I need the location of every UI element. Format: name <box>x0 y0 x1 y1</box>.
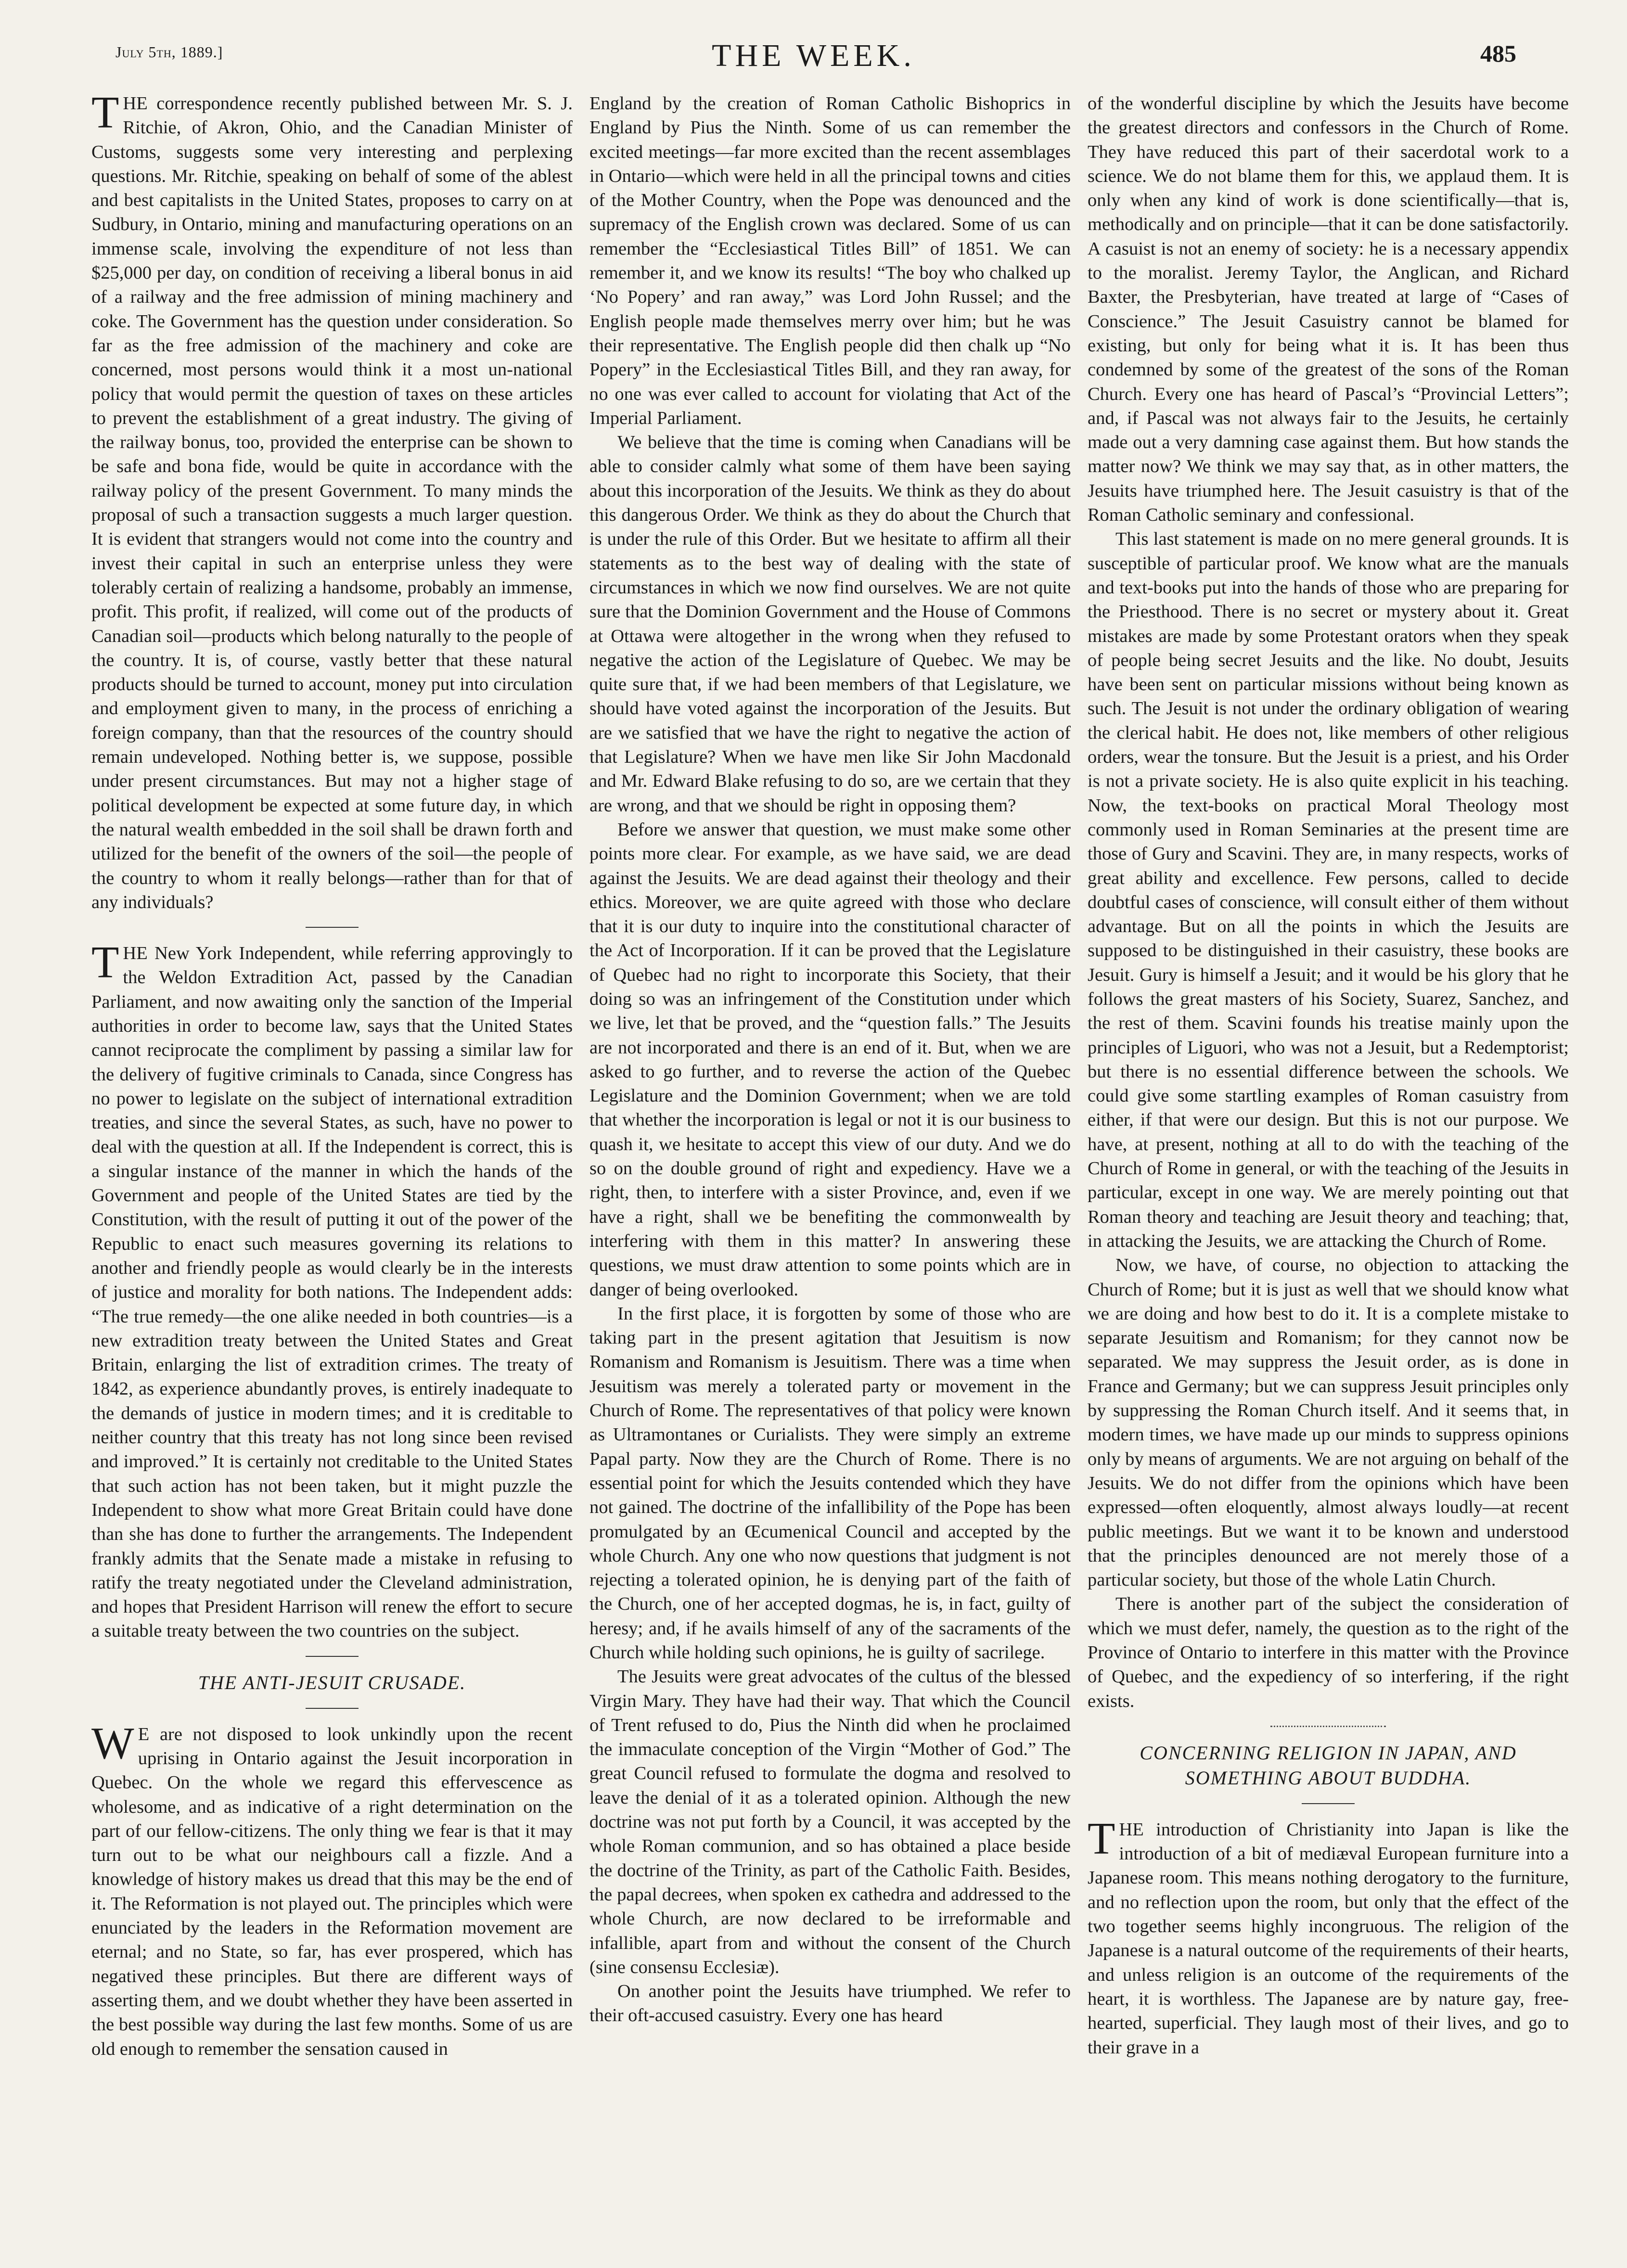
paragraph: of the wonderful discipline by which the Jesuits have become the greatest directors and confessors in the Church of Rome. They have reduced this part of their sacerdotal work to a science. We do not blame them for this, we applaud them. It is only when any kind of work is done scientifically—that is, methodically and on principle—that it can be done satisfactorily. A casuist is not an enemy of society: he is a necessary appendix to the moralist. Jeremy Taylor, the Anglican, and Richard Baxter, the Presbyterian, have treated at large of “Cases of Conscience.” The Jesuit Casuistry cannot be blamed for existing, but only for being what it is. It has been thus condemned by some of the greatest of the sons of the Roman Church. Every one has heard of Pascal’s “Provincial Letters”; and, if Pascal was not always fair to the Jesuits, he certainly made out a very damning case against them. But how stands the matter now? We think we may say that, as in other matters, the Jesuits have triumphed here. The Jesuit casuistry is that of the Roman Catholic seminary and confessional. <box>1088 93 1569 525</box>
article-heading: CONCERNING RELIGION IN JAPAN, AND SOMETHING ABOUT BUDDHA. <box>1140 1742 1517 1789</box>
column-1 <box>91 88 573 2061</box>
divider <box>306 1656 359 1657</box>
page-number: 485 <box>1480 40 1516 67</box>
paragraph: THE correspondence recently published between Mr. S. J. Ritchie, of Akron, Ohio, and the Canadian Minister of Customs, suggests some very interesting and perplexing questions. Mr. Ritchie, speaking on behalf of some of the ablest and best capitalists in the United States, proposes to carry on at Sudbury, in Ontario, mining and manufacturing operations on an immense scale, involving the expenditure of not less than $25,000 per day, on condition of receiving a liberal bonus in aid of a railway and the free admission of mining machinery and coke. The Government has the question under consideration. So far as the free admission of the machinery and coke are concerned, most persons would think it a most un-national policy that would permit the question of taxes on these articles to prevent the establishment of a great industry. The giving of the railway bonus, too, provided the enterprise can be shown to be safe and bona fide, would be quite in accordance with the railway policy of the present Government. To many minds the proposal of such a transaction suggests a much larger question. It is evident that strangers would not come into the country and invest their capital in such an enterprise unless they were tolerably certain of realizing a handsome, probably an immense, profit. This profit, if realized, will come out of the products of Canadian soil—products which belong naturally to the people of the country. It is, of course, vastly better that these natural products should be turned to account, money put into circulation and employment given to many, in the process of enriching a foreign company, than that the resources of the country should remain undeveloped. Nothing better is, we suppose, possible under present circumstances. But may not a higher stage of political development be expected at some future day, in which the natural wealth embedded in the soil shall be drawn forth and utilized for the benefit of the owners of the soil—the people of the country to whom it really belongs—rather than for that of any individuals? <box>91 88 573 912</box>
divider <box>306 927 359 928</box>
paragraph: The Jesuits were great advocates of the cultus of the blessed Virgin Mary. They have had their way. That which the Council of Trent refused to do, Pius the Ninth did when he proclaimed the immaculate conception of the Virgin “Mother of God.” The great Council refused to formulate the dogma and resolved to leave the denial of it as a tolerated opinion. Although the new doctrine was not put forth by a Council, it was accepted by the whole Roman communion, and so has obtained a place beside the doctrine of the Trinity, as part of the Catholic Faith. Besides, the papal decrees, when spoken ex cathedra and addressed to the whole Church, are now declared to be irreformable and infallible, apart from and without the consent of the Church (sine consensu Ecclesiæ). <box>589 1666 1071 1977</box>
divider <box>306 1708 359 1709</box>
divider <box>1302 1803 1355 1804</box>
paragraph: England by the creation of Roman Catholic Bishoprics in England by Pius the Ninth. Some of us can remember the excited meetings—far more excited than the recent assemblages in Ontario—which were held in all the principal towns and cities of the Mother Country, when the Pope was denounced and the supremacy of the English crown was declared. Some of us can remember the “Ecclesiastical Titles Bill” of 1851. We can remember it, and we know its results! “The boy who chalked up ‘No Popery’ and ran away,” was Lord John Russel; and the English people made themselves merry over him; but he was their representative. The English people did then chalk up “No Popery” in the Ecclesiastical Titles Bill, and they ran away, for no one was ever called to account for violating that Act of the Imperial Parliament. <box>589 93 1071 428</box>
paragraph: THE introduction of Christianity into Japan is like the introduction of a bit of mediæval European furniture into a Japanese room. This means nothing derogatory to the furniture, and no reflection upon the room, but only that the effect of the two together seems highly incongruous. The religion of the Japanese is a natural outcome of the requirements of their hearts, and unless religion is an outcome of the requirements of the heart, it is worthless. The Japanese are by nature gay, free-hearted, superficial. They laugh most of their lives, and go to their grave in a <box>1088 1813 1569 2058</box>
column-3 <box>1088 91 1569 2060</box>
paragraph: This last statement is made on no mere general grounds. It is susceptible of particular proof. We know what are the manuals and text-books put into the hands of those who are preparing for the Priesthood. There is no secret or mystery about it. Great mistakes are made by some Protestant orators when they speak of people being secret Jesuits and the like. No doubt, Jesuits have been sent on particular missions without being known as such. The Jesuit is not under the ordinary obligation of wearing the clerical habit. He does not, like members of other religious orders, wear the tonsure. But the Jesuit is a priest, and his Order is not a private society. He is also quite explicit in his teaching. Now, the text-books on practical Moral Theology most commonly used in Roman Seminaries at the present time are those of Gury and Scavini. They are, in many respects, works of great ability and excellence. Few persons, called to decide doubtful cases of conscience, will consult either of them without advantage. But on all the points in which the Jesuits are supposed to be distinguished in their casuistry, these books are Jesuit. Gury is himself a Jesuit; and it would be his glory that he follows the great masters of his Society, Suarez, Sanchez, and the rest of them. Scavini founds his treatise mainly upon the principles of Liguori, who was not a Jesuit, but a Redemptorist; but there is no essential difference between the schools. We could give some startling examples of Roman casuistry from either, if that were our design. But this is not our purpose. We have, at present, nothing at all to do with the teaching of the Church of Rome in general, or with the teaching of the Jesuits in particular, except in one way. We are merely pointing out that Roman theory and teaching are Jesuit theory and teaching; that, in attacking the Jesuits, we are attacking the Church of Rome. <box>1088 529 1569 1251</box>
column-2 <box>589 91 1071 2028</box>
paragraph: There is another part of the subject the consideration of which we must defer, namely, the question as to the right of the Province of Ontario to interfere in this matter with the Province of Quebec, and the expediency of so interfering, if the right exists. <box>1088 1594 1569 1711</box>
article-heading: THE ANTI-JESUIT CRUSADE. <box>198 1671 466 1693</box>
issue-date: July 5th, 1889.] <box>115 43 223 61</box>
paragraph: Now, we have, of course, no objection to attacking the Church of Rome; but it is just as well that we should know what we are doing and how best to do it. It is a complete mistake to separate Jesuitism and Romanism; for they cannot now be separated. We may suppress the Jesuit order, as is done in France and Germany; but we can suppress Jesuit principles only by suppressing the Roman Church itself. And it seems that, in modern times, we have made up our minds to suppress opinions only by means of arguments. We are not arguing on behalf of the Jesuits. We do not differ from the opinions which have been expressed—often eloquently, almost always loudly—at recent public meetings. But we want it to be known and understood that the principles denounced are not merely those of a particular society, but those of the whole Latin Church. <box>1088 1255 1569 1590</box>
paragraph: Before we answer that question, we must make some other points more clear. For example, as we have said, we are dead against the Jesuits. We are dead against their theology and their ethics. Moreover, we are quite agreed with those who declare that it is our duty to inquire into the constitutional character of the Act of Incorporation. If it can be proved that the Legislature of Quebec had no right to incorporate this Society, that their doing so was an infringement of the Constitution under which we live, let that be proved, and the “question falls.” The Jesuits are not incorporated and there is an end of it. But, when we are asked to go further, and to reverse the action of the Quebec Legislature and the Dominion Government; when we are told that whether the incorporation is legal or not it is our business to quash it, we hesitate to accept this view of our duty. And we do so on the double ground of right and expediency. Have we a right, then, to interfere with a sister Province, and, even if we have a right, shall we be benefiting the commonwealth by interfering with them in this matter? In answering these questions, we must draw attention to some points which are in danger of being overlooked. <box>589 819 1071 1300</box>
paragraph: WE are not disposed to look unkindly upon the recent uprising in Ontario against the Jesuit incorporation in Quebec. On the whole we regard this effervescence as wholesome, and as indicative of a right determination on the part of our fellow-citizens. The only thing we fear is that it may turn out to be what our neighbours call a fizzle. And a knowledge of history makes us dread that this may be the end of it. The Reformation is not played out. The principles which were enunciated by the leaders in the Reformation movement are eternal; and no State, so far, has ever prospered, which has negatived these principles. But there are different ways of asserting them, and we doubt whether they have been asserted in the best possible way during the last few months. Some of us are old enough to remember the sensation caused in <box>91 1718 573 2059</box>
paragraph: THE New York Independent, while referring approvingly to the Weldon Extradition Act, passed by the Canadian Parliament, and now awaiting only the sanction of the Imperial authorities in order to become law, says that the United States cannot reciprocate the compliment by passing a similar law for the delivery of fugitive criminals to Canada, since Congress has no power to legislate on the subject of international extradition treaties, and since the several States, as such, have no power to deal with the question at all. If the Independent is correct, this is a singular instance of the manner in which the hands of the Government and people of the United States are tied by the Constitution, with the result of putting it out of the power of the Republic to enact such measures governing its relations to another and friendly people as would clearly be in the interests of justice and morality for both nations. The Independent adds: “The true remedy—the one alike needed in both countries—is a new extradition treaty between the United States and Great Britain, enlarging the list of extradition crimes. The treaty of 1842, as experience abundantly proves, is entirely inadequate to the demands of justice in modern times; and it is creditable to neither country that this treaty has not long since been revised and improved.” It is certainly not creditable to the United States that such action has not been taken, but it might puzzle the Independent to show what more Great Britain could have done than she has done to further the arrangements. The Independent frankly admits that the Senate made a mistake in refusing to ratify the treaty negotiated under the Cleveland administration, and hopes that President Harrison will renew the effort to secure a suitable treaty between the two countries on the subject. <box>91 937 573 1641</box>
masthead-title: THE WEEK. <box>712 38 915 73</box>
paragraph: In the first place, it is forgotten by some of those who are taking part in the present agitation that Jesuitism is now Romanism and Romanism is Jesuitism. There was a time when Jesuitism was merely a tolerated party or movement in the Church of Rome. The representatives of that policy were known as Ultramontanes or Curialists. They were simply an extreme Papal party. Now they are the Church of Rome. There is no essential point for which the Jesuits contended which they have not gained. The doctrine of the infallibility of the Pope has been promulgated by an Œcumenical Council and accepted by the whole Church. Any one who now questions that judgment is not rejecting a tolerated opinion, he is denying part of the faith of the Church, one of her accepted dogmas, he is, in fact, guilty of heresy; and, if he avails himself of any of the sacraments of the Church while holding such opinions, he is guilty of sacrilege. <box>589 1303 1071 1663</box>
paragraph: On another point the Jesuits have triumphed. We refer to their oft-accused casuistry. Every one has heard <box>589 1981 1071 2026</box>
divider <box>1270 1726 1386 1727</box>
paragraph: We believe that the time is coming when Canadians will be able to consider calmly what some of them have been saying about this incorporation of the Jesuits. We think as they do about this dangerous Order. We think as they do about the Church that is under the rule of this Order. But we hesitate to affirm all their statements as to the best way of dealing with the state of circumstances in which we now find ourselves. We are not quite sure that the Dominion Government and the House of Commons at Ottawa were altogether in the wrong when they refused to negative the action of the Legislature of Quebec. We may be quite sure that, if we had been members of that Legislature, we should have voted against the incorporation of the Jesuits. But are we satisfied that we have the right to negative the action of that Legislature? When we have men like Sir John Macdonald and Mr. Edward Blake refusing to do so, are we certain that they are wrong, and that we should be right in opposing them? <box>589 432 1071 816</box>
